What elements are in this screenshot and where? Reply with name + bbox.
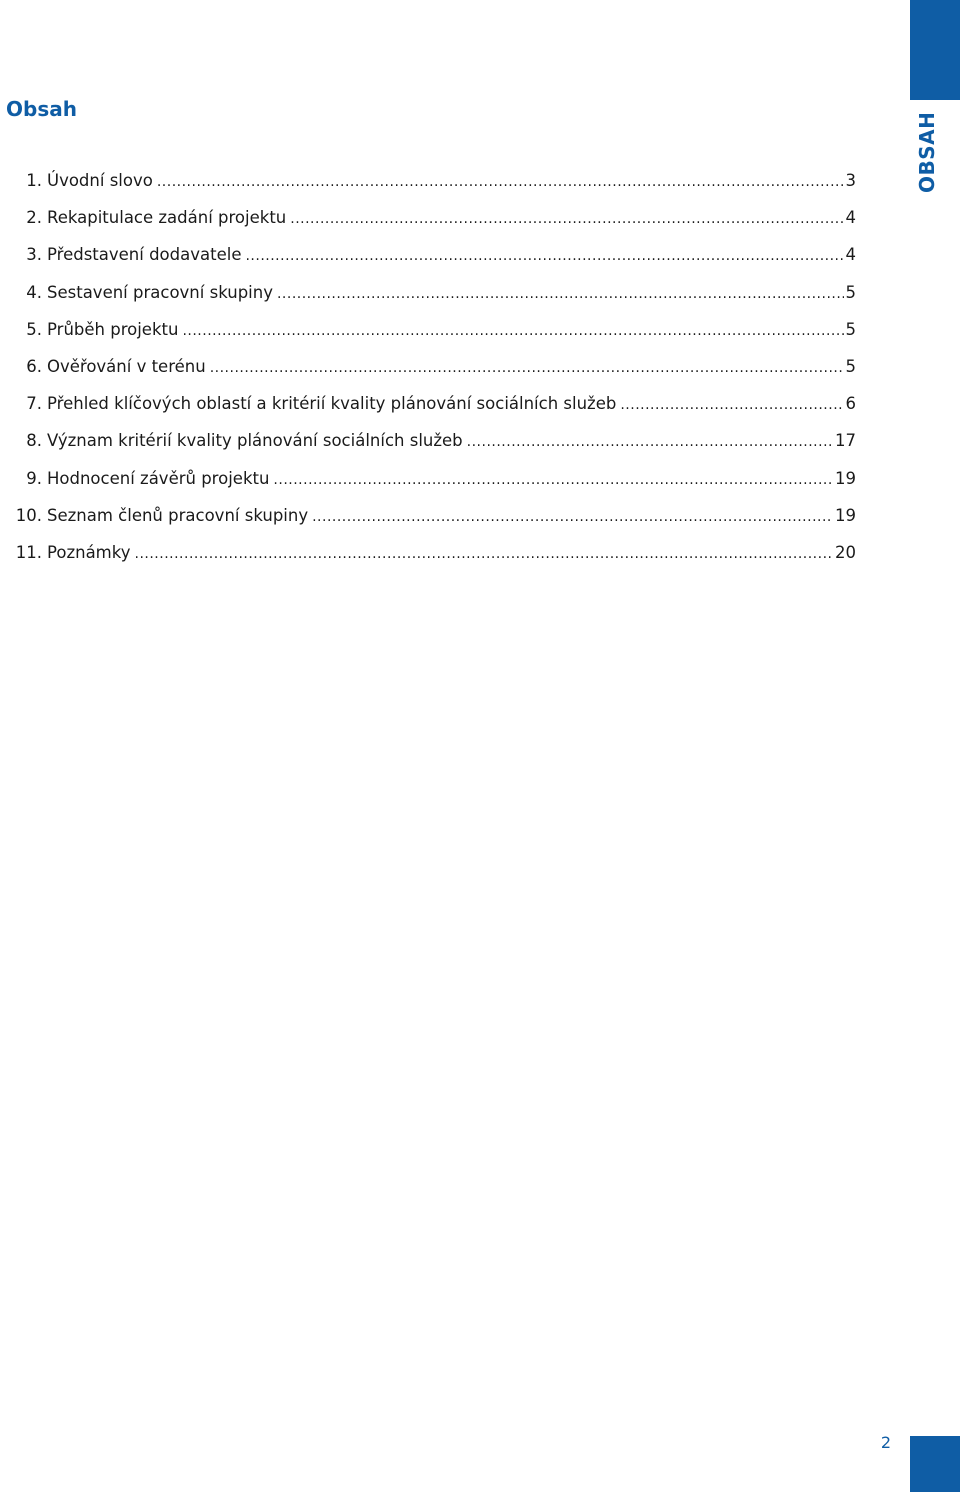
toc-label: Rekapitulace zadání projektu bbox=[47, 208, 287, 228]
section-side-label: OBSAH bbox=[915, 111, 939, 193]
toc-item-7[interactable] bbox=[0, 391, 856, 428]
toc-number: 2. bbox=[26, 208, 42, 228]
toc-number: 5. bbox=[26, 319, 42, 339]
toc-leader-dots bbox=[467, 430, 833, 455]
toc-page-number: 5 bbox=[845, 319, 856, 339]
toc-item-3[interactable] bbox=[0, 242, 856, 279]
toc-leader-dots bbox=[277, 282, 844, 307]
page-number: 2 bbox=[880, 1433, 892, 1452]
toc-number: 11. bbox=[15, 542, 42, 562]
toc-number: 8. bbox=[26, 431, 42, 451]
toc-number: 3. bbox=[26, 245, 42, 265]
toc-item-5[interactable] bbox=[0, 317, 856, 354]
toc-page-number: 5 bbox=[845, 356, 856, 376]
toc-label: Úvodní slovo bbox=[47, 171, 153, 190]
toc-number: 7. bbox=[26, 394, 42, 414]
toc-page-number: 20 bbox=[835, 542, 856, 562]
toc-item-2[interactable] bbox=[0, 205, 856, 242]
toc-label: Přehled klíčových oblastí a kritérií kvality plánování sociálních služeb bbox=[47, 394, 617, 414]
toc-number: 9. bbox=[26, 468, 42, 488]
toc-page-number: 3 bbox=[845, 171, 856, 190]
toc-label: Průběh projektu bbox=[47, 319, 179, 339]
toc-leader-dots bbox=[210, 356, 844, 381]
toc-page-number: 6 bbox=[845, 394, 856, 414]
toc-page-number: 19 bbox=[835, 468, 856, 488]
toc-number: 1. bbox=[26, 171, 42, 190]
table-of-contents bbox=[0, 168, 856, 577]
toc-leader-dots bbox=[620, 393, 843, 418]
toc-label: Hodnocení závěrů projektu bbox=[47, 468, 270, 488]
toc-page-number: 19 bbox=[835, 505, 856, 525]
toc-leader-dots bbox=[245, 244, 843, 269]
toc-leader-dots bbox=[273, 468, 833, 493]
toc-leader-dots bbox=[312, 505, 833, 530]
toc-number: 4. bbox=[26, 282, 42, 302]
toc-page-number: 5 bbox=[845, 282, 856, 302]
toc-label: Představení dodavatele bbox=[47, 245, 242, 265]
toc-page-number: 17 bbox=[835, 431, 856, 451]
toc-item-1[interactable] bbox=[0, 168, 856, 205]
toc-leader-dots bbox=[135, 542, 834, 567]
toc-leader-dots bbox=[182, 319, 843, 344]
side-tab-bottom bbox=[910, 1436, 960, 1492]
toc-item-9[interactable] bbox=[0, 466, 856, 503]
toc-page-number: 4 bbox=[845, 208, 856, 228]
toc-label: Sestavení pracovní skupiny bbox=[47, 282, 273, 302]
toc-item-8[interactable] bbox=[0, 428, 856, 465]
toc-number: 6. bbox=[26, 356, 42, 376]
toc-leader-dots bbox=[290, 207, 843, 232]
toc-page-number: 4 bbox=[845, 245, 856, 265]
side-tab-top bbox=[910, 0, 960, 100]
toc-label: Význam kritérií kvality plánování sociálních služeb bbox=[47, 431, 463, 451]
toc-label: Ověřování v terénu bbox=[47, 356, 206, 376]
toc-item-10[interactable] bbox=[0, 503, 856, 540]
page-title: Obsah bbox=[6, 97, 77, 121]
toc-leader-dots bbox=[157, 170, 844, 195]
toc-item-6[interactable] bbox=[0, 354, 856, 391]
toc-label: Seznam členů pracovní skupiny bbox=[47, 505, 309, 525]
toc-item-11[interactable] bbox=[0, 540, 856, 577]
toc-number: 10. bbox=[15, 505, 42, 525]
toc-label: Poznámky bbox=[47, 542, 131, 562]
toc-item-4[interactable] bbox=[0, 280, 856, 317]
